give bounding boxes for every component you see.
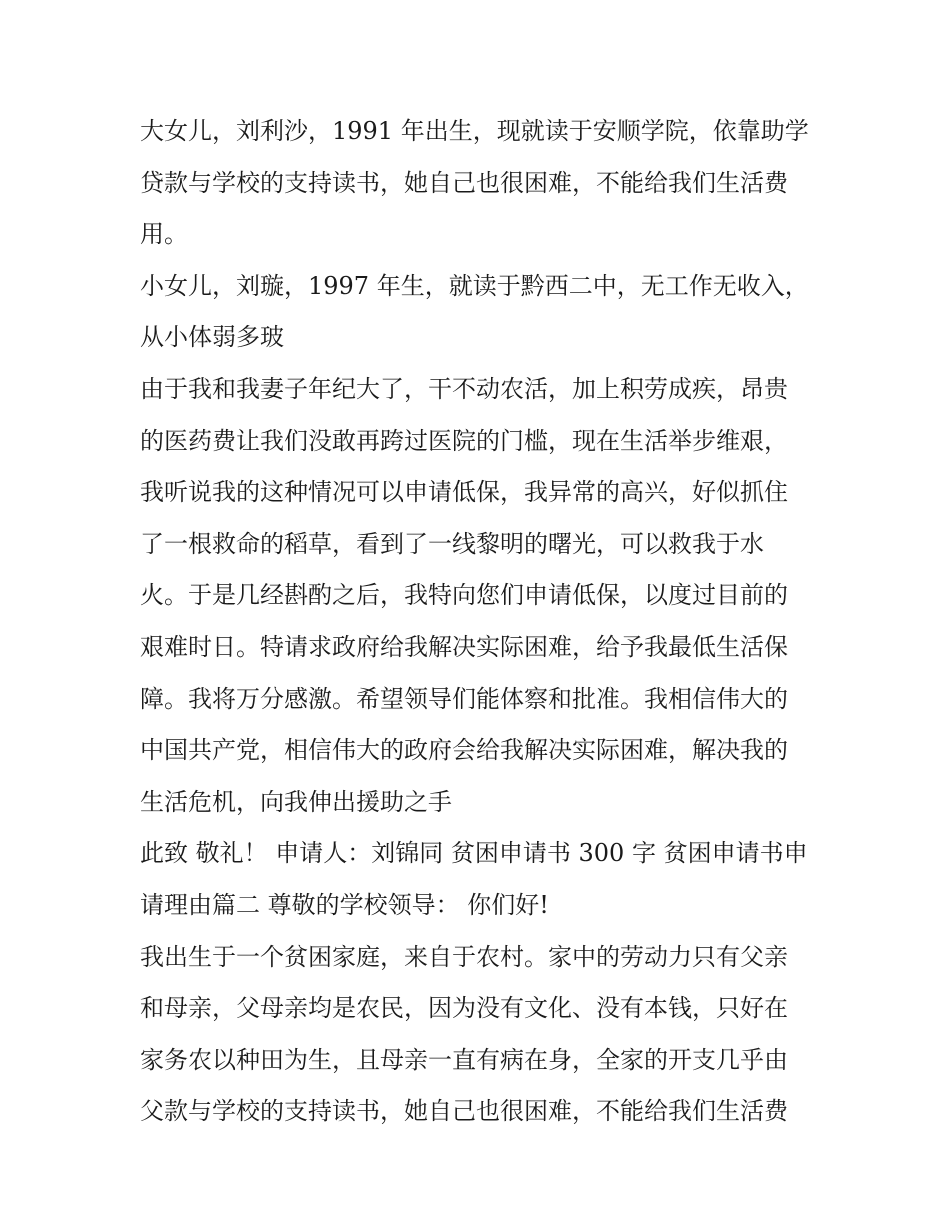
text-line: 请理由篇二 尊敬的学校领导： 你们好! (140, 890, 549, 919)
text-line: 艰难时日。特请求政府给我解决实际困难，给予我最低生活保 (140, 632, 788, 661)
text-line: 小女儿，刘璇，1997 年生，就读于黔西二中，无工作无收入， (140, 271, 809, 300)
text-line: 从小体弱多玻 (140, 323, 284, 352)
text-line: 大女儿，刘利沙，1991 年出生，现就读于安顺学院，依靠助学 (140, 117, 809, 145)
text-line: 用。 (140, 220, 188, 249)
document-body (140, 106, 820, 1138)
text-line: 家务农以种田为生，且母亲一直有病在身，全家的开支几乎由 (140, 1045, 788, 1074)
text-line: 父款与学校的支持读书，她自己也很困难，不能给我们生活费 (140, 1097, 788, 1126)
text-line: 由于我和我妻子年纪大了，干不动农活，加上积劳成疾，昂贵 (140, 374, 788, 403)
text-line: 此致 敬礼！ 申请人：刘锦同 贫困申请书 300 字 贫困申请书申 (140, 839, 808, 868)
text-line: 我听说我的这种情况可以申请低保，我异常的高兴，好似抓住 (140, 478, 788, 507)
text-line: 了一根救命的稻草，看到了一线黎明的曙光，可以救我于水 (140, 529, 764, 558)
text-line: 火。于是几经斟酌之后，我特向您们申请低保，以度过目前的 (140, 581, 788, 610)
text-line: 生活危机，向我伸出援助之手 (140, 787, 452, 816)
text-line: 中国共产党，相信伟大的政府会给我解决实际困难，解决我的 (140, 736, 788, 765)
text-line: 我出生于一个贫困家庭，来自于农村。家中的劳动力只有父亲 (140, 942, 788, 971)
text-line: 贷款与学校的支持读书，她自己也很困难，不能给我们生活费 (140, 168, 788, 197)
text-line: 的医药费让我们没敢再跨过医院的门槛，现在生活举步维艰， (140, 426, 788, 455)
text-line: 障。我将万分感激。希望领导们能体察和批准。我相信伟大的 (140, 684, 788, 713)
text-line: 和母亲，父母亲均是农民，因为没有文化、没有本钱，只好在 (140, 994, 788, 1023)
